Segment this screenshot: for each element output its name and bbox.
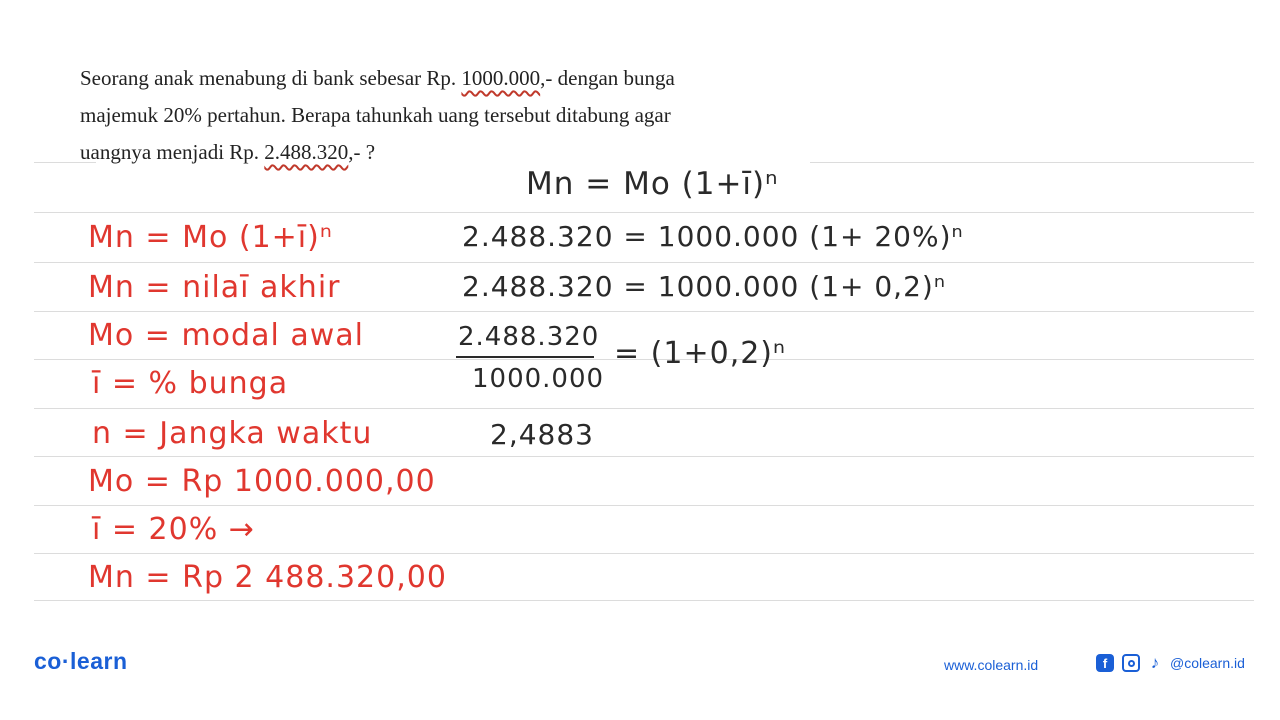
website-link[interactable]: www.colearn.id: [944, 657, 1039, 673]
work-fraction-result: = (1+0,2)ⁿ: [614, 336, 786, 371]
problem-statement: [80, 60, 820, 171]
ruled-line: [810, 162, 1254, 163]
note-mn-definition: Mn = nilaī akhir: [88, 270, 341, 305]
note-mo-definition: Mo = modal awal: [88, 318, 364, 353]
ruled-line: [34, 456, 1254, 457]
note-i-definition: ī = % bunga: [92, 366, 289, 401]
work-step-1: 2.488.320 = 1000.000 (1+ 20%)ⁿ: [462, 220, 964, 253]
ruled-line: [34, 505, 1254, 506]
ruled-line: [34, 408, 1254, 409]
work-formula: Mn = Mo (1+ī)ⁿ: [526, 166, 779, 202]
note-n-definition: n = Jangka waktu: [92, 416, 373, 451]
instagram-icon[interactable]: [1122, 654, 1140, 672]
social-links: [1096, 654, 1245, 672]
ruled-line: [34, 600, 1254, 601]
note-formula: Mn = Mo (1+ī)ⁿ: [88, 220, 333, 255]
colearn-logo: co·learn: [34, 648, 128, 674]
work-step-2: 2.488.320 = 1000.000 (1+ 0,2)ⁿ: [462, 270, 946, 303]
ruled-line: [34, 212, 1254, 213]
tiktok-icon[interactable]: ♪: [1150, 653, 1160, 672]
note-mo-value: Mo = Rp 1000.000,00: [88, 464, 436, 499]
ruled-line: [34, 311, 1254, 312]
work-step-4: 2,4883: [490, 418, 594, 451]
principal-amount: 1000.000: [461, 66, 541, 90]
ruled-line: [34, 262, 1254, 263]
fraction-bar: [456, 356, 594, 358]
target-amount: 2.488.320: [264, 140, 349, 164]
problem-line-3: uangnya menjadi Rp. 2.488.320,- ?: [80, 140, 376, 164]
social-handle[interactable]: @colearn.id: [1170, 655, 1245, 671]
work-fraction-numerator: 2.488.320: [458, 322, 600, 352]
problem-line-1: Seorang anak menabung di bank sebesar Rp. 1000.000,- dengan bunga: [80, 66, 675, 90]
facebook-icon[interactable]: f: [1096, 654, 1114, 672]
problem-line-2: majemuk 20% pertahun. Berapa tahunkah uang tersebut ditabung agar: [80, 103, 671, 127]
note-mn-value: Mn = Rp 2 488.320,00: [88, 560, 447, 595]
ruled-line: [34, 553, 1254, 554]
work-fraction-denominator: 1000.000: [472, 364, 605, 394]
note-i-value: ī = 20% →: [92, 512, 255, 547]
